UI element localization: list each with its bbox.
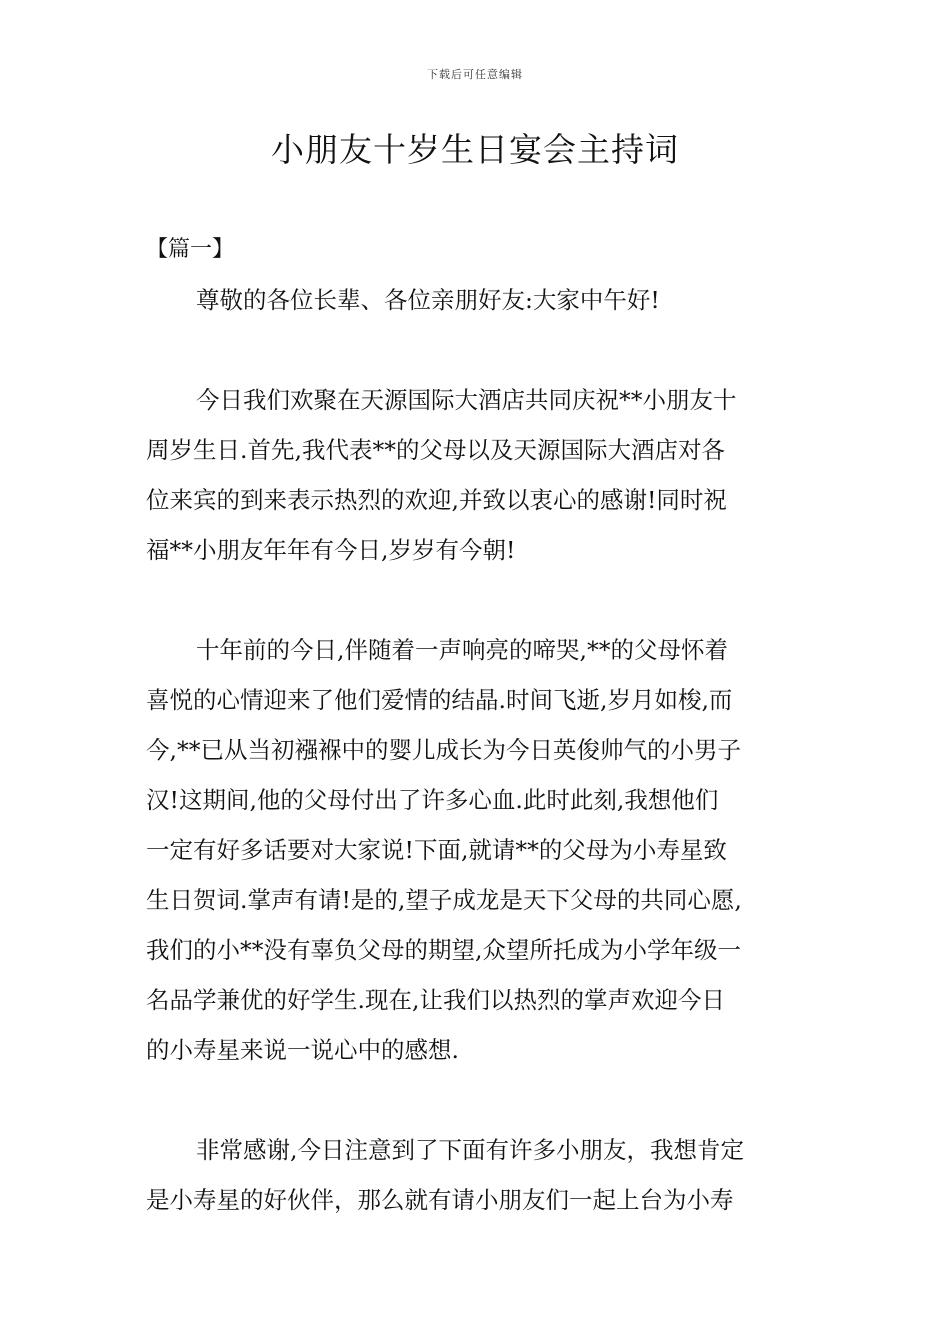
- paragraph-gap: [146, 575, 814, 625]
- text-line: 是小寿星的好伙伴，那么就有请小朋友们一起上台为小寿: [146, 1186, 734, 1214]
- text-line: 名品学兼优的好学生.现在,让我们以热烈的掌声欢迎今日: [146, 986, 725, 1014]
- text-line: 一定有好多话要对大家说!下面,就请**的父母为小寿星致: [146, 836, 727, 864]
- text-line: 今,**已从当初襁褓中的婴儿成长为今日英俊帅气的小男子: [146, 736, 741, 764]
- text-line: 尊敬的各位长辈、各位亲朋好友:大家中午好!: [196, 286, 660, 314]
- section-label: 【篇一】: [146, 237, 235, 262]
- text-line: 生日贺词.掌声有请!是的,望子成龙是天下父母的共同心愿,: [146, 886, 742, 914]
- document-body: [146, 275, 814, 1225]
- paragraph: [146, 275, 814, 325]
- text-line: 非常感谢,今日注意到了下面有许多小朋友，我想肯定: [196, 1136, 744, 1164]
- text-line: 今日我们欢聚在天源国际大酒店共同庆祝**小朋友十: [196, 386, 737, 414]
- text-line: 的小寿星来说一说心中的感想.: [146, 1036, 459, 1064]
- paragraph: [146, 1125, 814, 1225]
- text-line: 我们的小**没有辜负父母的期望,众望所托成为小学年级一: [146, 936, 741, 964]
- paragraph: [146, 375, 814, 575]
- text-line: 周岁生日.首先,我代表**的父母以及天源国际大酒店对各: [146, 436, 725, 464]
- text-line: 喜悦的心情迎来了他们爱情的结晶.时间飞逝,岁月如梭,而: [146, 686, 733, 714]
- header-note: 下载后可任意编辑: [427, 68, 523, 81]
- text-line: 福**小朋友年年有今日,岁岁有今朝!: [146, 536, 516, 564]
- paragraph-gap: [146, 1075, 814, 1125]
- text-line: 位来宾的到来表示热烈的欢迎,并致以衷心的感谢!同时祝: [146, 486, 727, 514]
- text-line: 十年前的今日,伴随着一声响亮的啼哭,**的父母怀着: [196, 636, 728, 664]
- document-title: 小朋友十岁生日宴会主持词: [271, 130, 679, 169]
- text-line: 汉!这期间,他的父母付出了许多心血.此时此刻,我想他们: [146, 786, 719, 814]
- paragraph: [146, 625, 814, 1075]
- paragraph-gap: [146, 325, 814, 375]
